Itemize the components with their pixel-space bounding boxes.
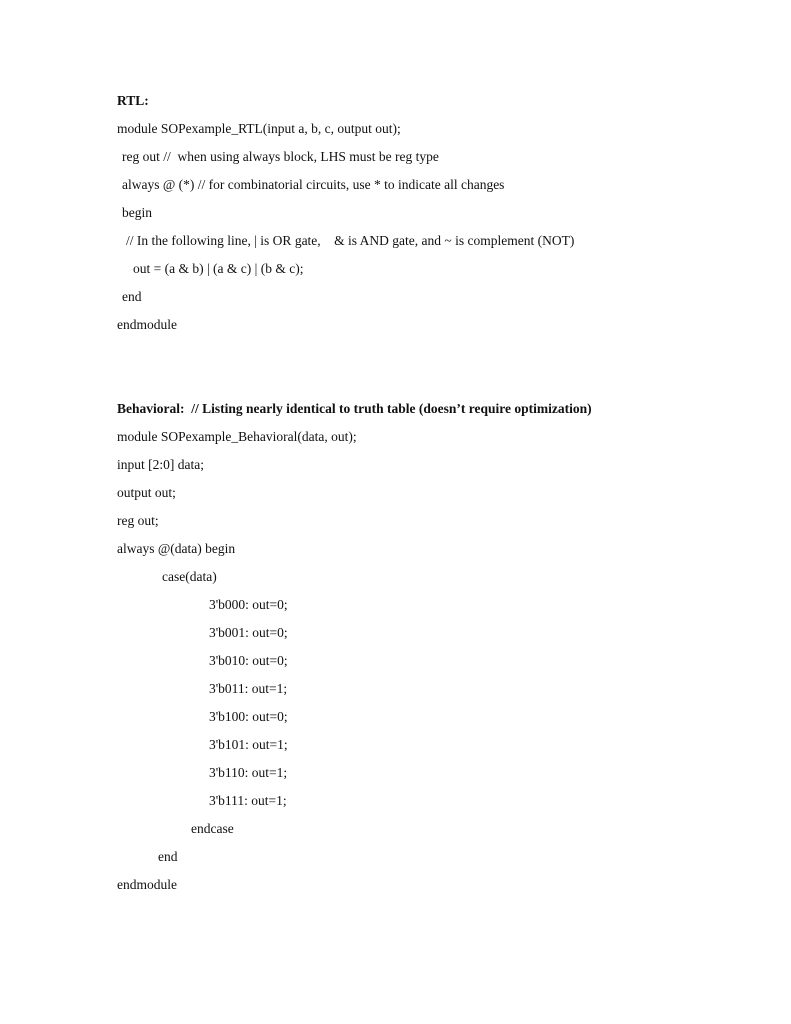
behavioral-output-line: output out; (117, 485, 176, 500)
behavioral-module-line: module SOPexample_Behavioral(data, out); (117, 429, 357, 444)
behavioral-heading: Behavioral: // Listing nearly identical to truth table (doesn’t require optimization) (117, 401, 592, 416)
behavioral-endcase-line: endcase (191, 821, 234, 836)
case-item: 3'b001: out=0; (209, 625, 288, 640)
rtl-begin-line: begin (122, 205, 152, 220)
rtl-always-line: always @ (*) // for combinatorial circuits, use * to indicate all changes (122, 177, 505, 192)
behavioral-reg-line: reg out; (117, 513, 159, 528)
case-item: 3'b011: out=1; (209, 681, 288, 696)
rtl-module-line: module SOPexample_RTL(input a, b, c, output out); (117, 121, 401, 136)
rtl-endmodule-line: endmodule (117, 317, 177, 332)
case-item: 3'b010: out=0; (209, 653, 288, 668)
behavioral-case-line: case(data) (162, 569, 217, 584)
case-item: 3'b110: out=1; (209, 765, 288, 780)
rtl-heading: RTL: (117, 93, 149, 108)
rtl-comment-line: // In the following line, | is OR gate, & is AND gate, and ~ is complement (NOT) (126, 233, 575, 248)
case-item: 3'b000: out=0; (209, 597, 288, 612)
rtl-assign-line: out = (a & b) | (a & c) | (b & c); (133, 261, 304, 276)
behavioral-always-line: always @(data) begin (117, 541, 236, 556)
case-item: 3'b100: out=0; (209, 709, 288, 724)
behavioral-end-line: end (158, 849, 178, 864)
behavioral-input-line: input [2:0] data; (117, 457, 204, 472)
rtl-end-line: end (122, 289, 142, 304)
behavioral-endmodule-line: endmodule (117, 877, 177, 892)
case-item: 3'b101: out=1; (209, 737, 288, 752)
rtl-reg-line: reg out // when using always block, LHS must be reg type (122, 149, 439, 164)
case-item: 3'b111: out=1; (209, 793, 287, 808)
